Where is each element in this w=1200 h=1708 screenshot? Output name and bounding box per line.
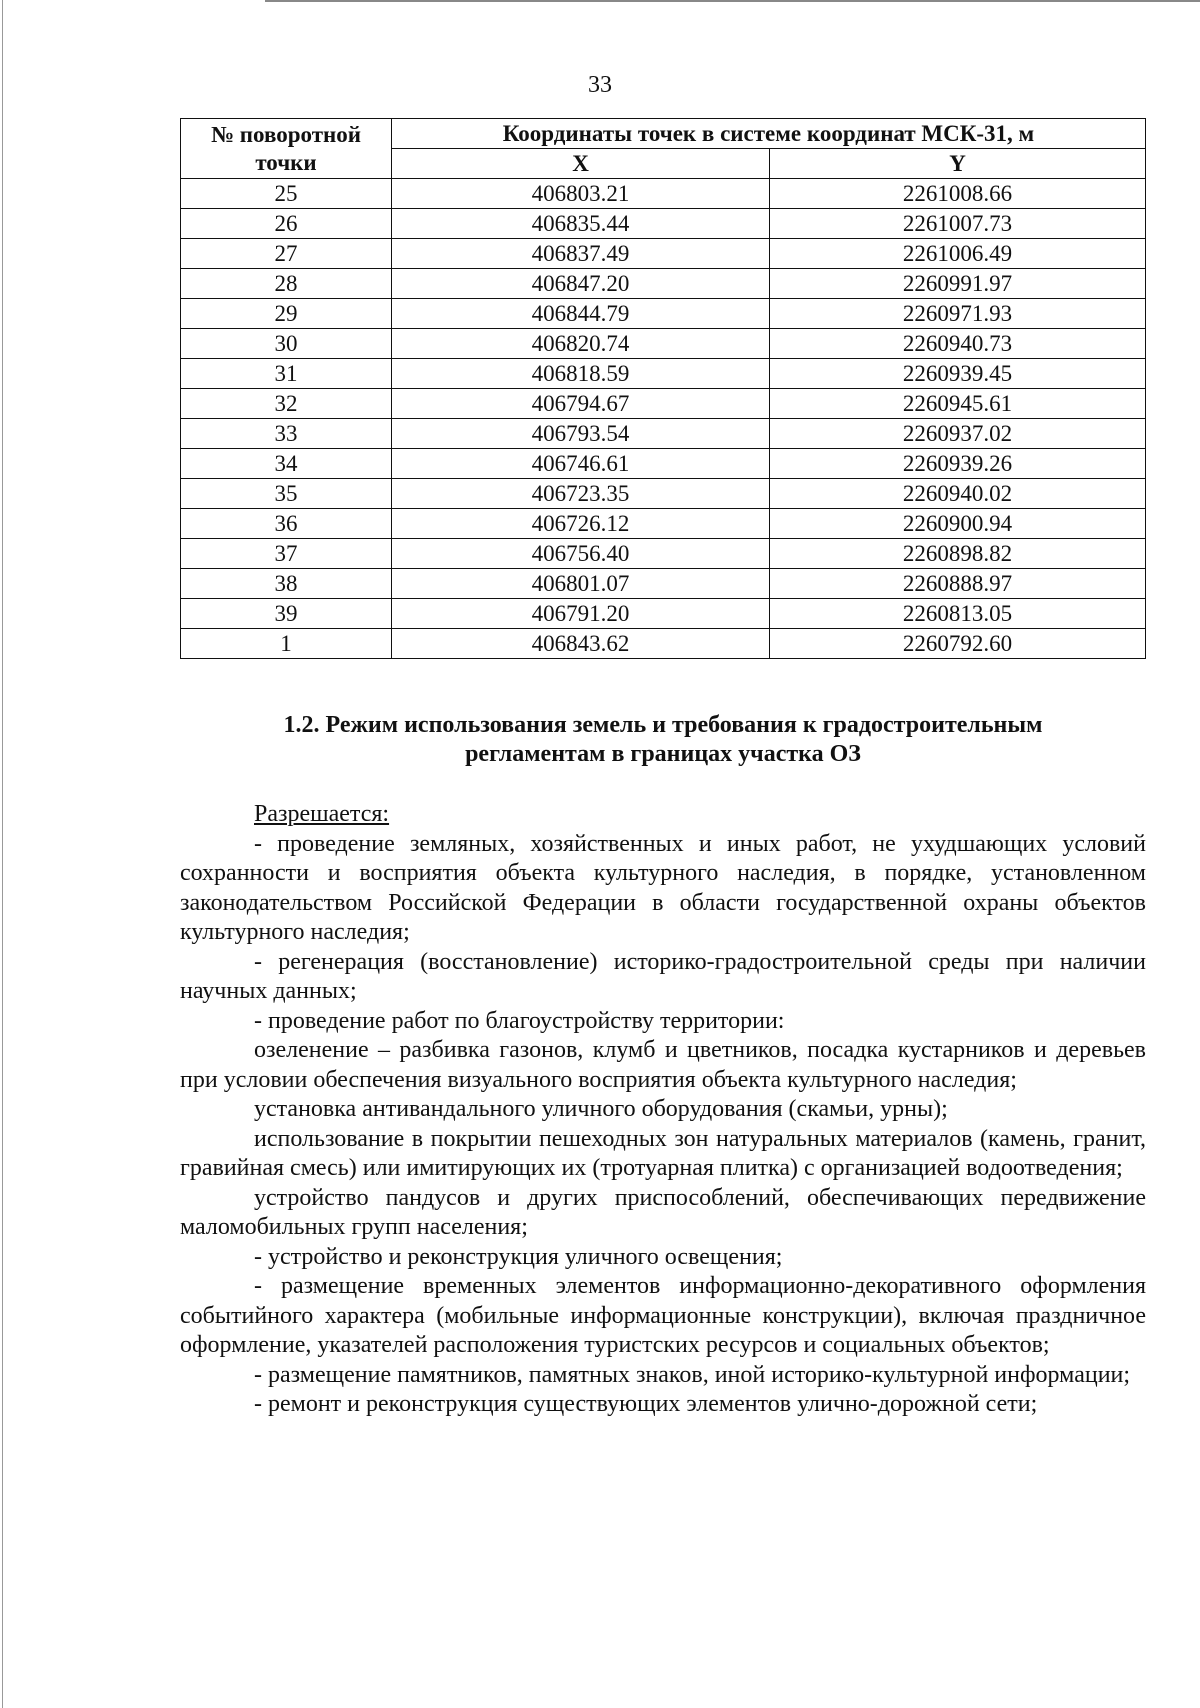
paragraph: - устройство и реконструкция уличного освещения; [254,1243,783,1270]
table-row [181,209,1146,239]
cell-x: 406801.07 [392,569,770,599]
cell-point-number: 28 [181,269,392,299]
cell-point-number: 32 [181,389,392,419]
paragraph: - проведение работ по благоустройству территории: [254,1007,785,1034]
paragraph: - проведение земляных, хозяйственных и иных работ, не ухудшающих условий сохранности и восприятия объекта культурного наследия, в порядке, установленном законодательством Российской Федерации в области государственной охраны объектов культурного наследия; [180,830,1146,945]
cell-x: 406794.67 [392,389,770,419]
paragraph: установка антивандального уличного оборудования (скамьи, урны); [254,1096,948,1122]
coordinates-table [180,118,1146,659]
page-number: 33 [588,72,612,98]
scan-edge-top [265,0,1200,2]
paragraph: устройство пандусов и других приспособлений, обеспечивающих передвижение маломобильных групп населения; [180,1184,1146,1240]
cell-y: 2260898.82 [770,539,1146,569]
paragraph: озеленение – разбивка газонов, клумб и цветников, посадка кустарников и деревьев при условии обеспечения визуального восприятия объекта культурного наследия; [180,1037,1146,1093]
cell-y: 2260937.02 [770,419,1146,449]
coordinates-table-body [181,179,1146,659]
cell-point-number: 1 [181,629,392,659]
cell-x: 406791.20 [392,599,770,629]
header-y: Y [770,149,1146,179]
header-x: X [392,149,770,179]
paragraph: - ремонт и реконструкция существующих элементов улично-дорожной сети; [254,1391,1038,1417]
cell-point-number: 31 [181,359,392,389]
section-title-line1: 1.2. Режим использования земель и требования к градостроительным [283,712,1043,738]
cell-y: 2260813.05 [770,599,1146,629]
table-row [181,179,1146,209]
table-row [181,539,1146,569]
table-row [181,599,1146,629]
cell-point-number: 30 [181,329,392,359]
cell-x: 406746.61 [392,449,770,479]
table-row [181,509,1146,539]
cell-x: 406843.62 [392,629,770,659]
table-row [181,629,1146,659]
cell-y: 2260971.93 [770,299,1146,329]
cell-y: 2260888.97 [770,569,1146,599]
cell-y: 2260939.45 [770,359,1146,389]
cell-y: 2260900.94 [770,509,1146,539]
cell-point-number: 26 [181,209,392,239]
cell-x: 406820.74 [392,329,770,359]
cell-x: 406726.12 [392,509,770,539]
section-title [180,711,1146,769]
cell-x: 406818.59 [392,359,770,389]
paragraph: - размещение временных элементов информационно-декоративного оформления событийного характера (мобильные информационные конструкции), включая праздничное оформление, указателей расположения туристских ресурсов и социальных объектов; [180,1273,1146,1358]
section-title-line2: регламентам в границах участка ОЗ [465,741,861,767]
cell-x: 406756.40 [392,539,770,569]
table-row [181,569,1146,599]
cell-x: 406793.54 [392,419,770,449]
cell-x: 406723.35 [392,479,770,509]
paragraph: - регенерация (восстановление) историко-градостроительной среды при наличии научных данных; [180,948,1146,1004]
header-coordinates: Координаты точек в системе координат МСК-31, м [392,119,1146,149]
cell-point-number: 33 [181,419,392,449]
cell-point-number: 25 [181,179,392,209]
cell-y: 2260792.60 [770,629,1146,659]
cell-point-number: 39 [181,599,392,629]
table-row [181,449,1146,479]
table-row [181,479,1146,509]
cell-point-number: 29 [181,299,392,329]
cell-x: 406844.79 [392,299,770,329]
cell-y: 2260945.61 [770,389,1146,419]
cell-y: 2261008.66 [770,179,1146,209]
cell-point-number: 38 [181,569,392,599]
table-row [181,359,1146,389]
table-row [181,389,1146,419]
cell-y: 2260940.02 [770,479,1146,509]
section-content [180,800,1146,1420]
paragraph: использование в покрытии пешеходных зон натуральных материалов (камень, гранит, гравийная смесь) или имитирующих их (тротуарная плитка) с организацией водоотведения; [180,1125,1146,1181]
cell-x: 406803.21 [392,179,770,209]
cell-point-number: 34 [181,449,392,479]
table-row [181,329,1146,359]
cell-point-number: 37 [181,539,392,569]
cell-y: 2260939.26 [770,449,1146,479]
table-row [181,419,1146,449]
scan-edge-left [2,0,3,1708]
cell-y: 2261006.49 [770,239,1146,269]
table-row [181,269,1146,299]
cell-y: 2260940.73 [770,329,1146,359]
table-row [181,239,1146,269]
cell-x: 406847.20 [392,269,770,299]
header-point-number: № поворотной точки [181,119,392,179]
cell-point-number: 36 [181,509,392,539]
cell-y: 2260991.97 [770,269,1146,299]
cell-y: 2261007.73 [770,209,1146,239]
allowed-heading: Разрешается: [254,801,390,827]
cell-x: 406837.49 [392,239,770,269]
paragraph: - размещение памятников, памятных знаков, иной историко-культурной информации; [254,1361,1131,1388]
table-row [181,299,1146,329]
cell-point-number: 35 [181,479,392,509]
cell-x: 406835.44 [392,209,770,239]
cell-point-number: 27 [181,239,392,269]
